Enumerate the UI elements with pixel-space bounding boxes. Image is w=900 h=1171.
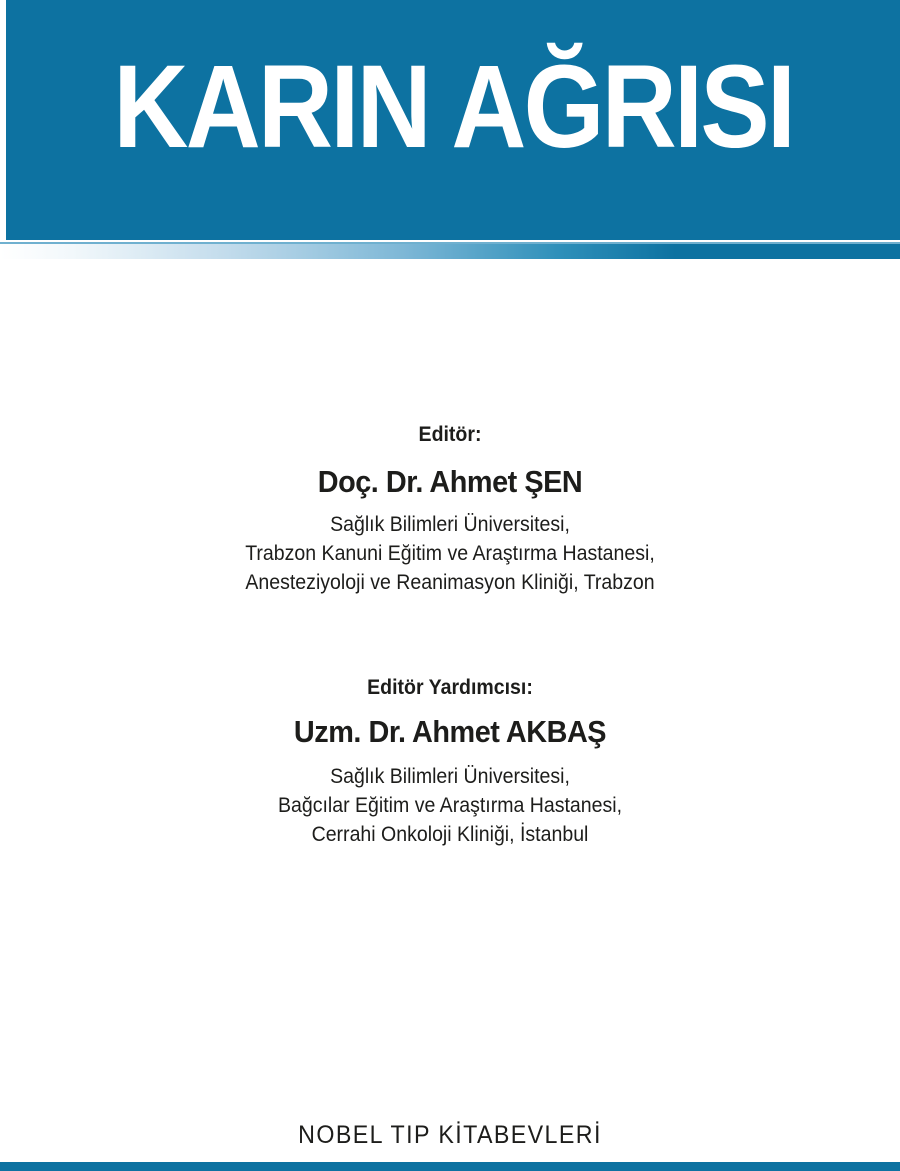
header-gradient-strip (0, 242, 900, 259)
header-band (6, 0, 900, 240)
editor-name: Doç. Dr. Ahmet ŞEN (317, 464, 583, 499)
assistant-editor-affiliation (32, 762, 869, 849)
assistant-editor-affiliation-line: Sağlık Bilimleri Üniversitesi, (330, 765, 570, 788)
book-title: KARIN AĞRISI (113, 41, 793, 173)
assistant-editor-role-label: Editör Yardımcısı: (367, 676, 533, 699)
footer-band (0, 1162, 900, 1171)
assistant-editor-affiliation-line: Bağcılar Eğitim ve Araştırma Hastanesi, (277, 794, 623, 817)
editor-role-label: Editör: (418, 423, 482, 446)
assistant-editor-name: Uzm. Dr. Ahmet AKBAŞ (293, 714, 607, 749)
publisher-name: NOBEL TIP KİTABEVLERİ (298, 1121, 602, 1149)
assistant-editor-affiliation-line: Cerrahi Onkoloji Kliniği, İstanbul (311, 823, 589, 846)
editor-affiliation-line: Trabzon Kanuni Eğitim ve Araştırma Hastanesi, (245, 542, 655, 565)
editor-affiliation (32, 510, 869, 597)
editor-affiliation-line: Sağlık Bilimleri Üniversitesi, (330, 513, 570, 536)
editor-affiliation-line: Anesteziyoloji ve Reanimasyon Kliniği, Trabzon (245, 571, 655, 594)
